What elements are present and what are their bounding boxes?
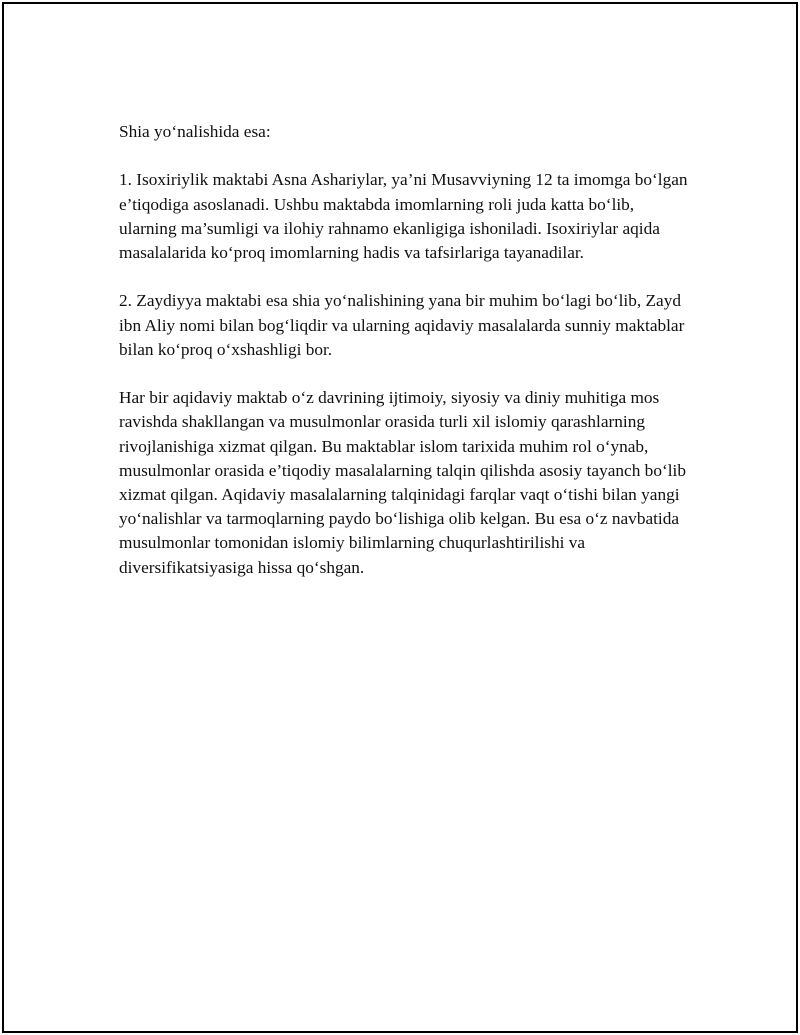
section-heading: Shia yo‘nalishida esa: <box>119 122 271 141</box>
paragraph-zaydiyya: 2. Zaydiyya maktabi esa shia yo‘nalishining yana bir muhim bo‘lagi bo‘lib, Zayd ibn Aliy nomi bilan bog‘liqdir va ularning aqidaviy masalalarda sunniy maktablar bilan ko‘proq o‘xshashligi bor. <box>119 291 685 359</box>
document-body <box>119 120 689 604</box>
paragraph-isoxiriylik: 1. Isoxiriylik maktabi Asna Ashariylar, ya’ni Musavviyning 12 ta imomga bo‘lgan e’tiqodiga asoslanadi. Ushbu maktabda imomlarning roli juda katta bo‘lib, ularning ma’sumligi va ilohiy rahnamo ekanligiga ishoniladi. Isoxiriylar aqida masalalarida ko‘proq imomlarning hadis va tafsirlariga tayanadilar. <box>119 170 688 262</box>
document-page <box>2 2 798 1033</box>
paragraph-conclusion: Har bir aqidaviy maktab o‘z davrining ijtimoiy, siyosiy va diniy muhitiga mos ravishda shakllangan va musulmonlar orasida turli xil islomiy qarashlarning rivojlanishiga xizmat qilgan. Bu maktablar islom tarixida muhim rol o‘ynab, musulmonlar orasida e’tiqodiy masalalarning talqin qilishda asosiy tayanch bo‘lib xizmat qilgan. Aqidaviy masalalarning talqinidagi farqlar vaqt o‘tishi bilan yangi yo‘nalishlar va tarmoqlarning paydo bo‘lishiga olib kelgan. Bu esa o‘z navbatida musulmonlar tomonidan islomiy bilimlarning chuqurlashtirilishi va diversifikatsiyasiga hissa qo‘shgan. <box>119 388 686 577</box>
